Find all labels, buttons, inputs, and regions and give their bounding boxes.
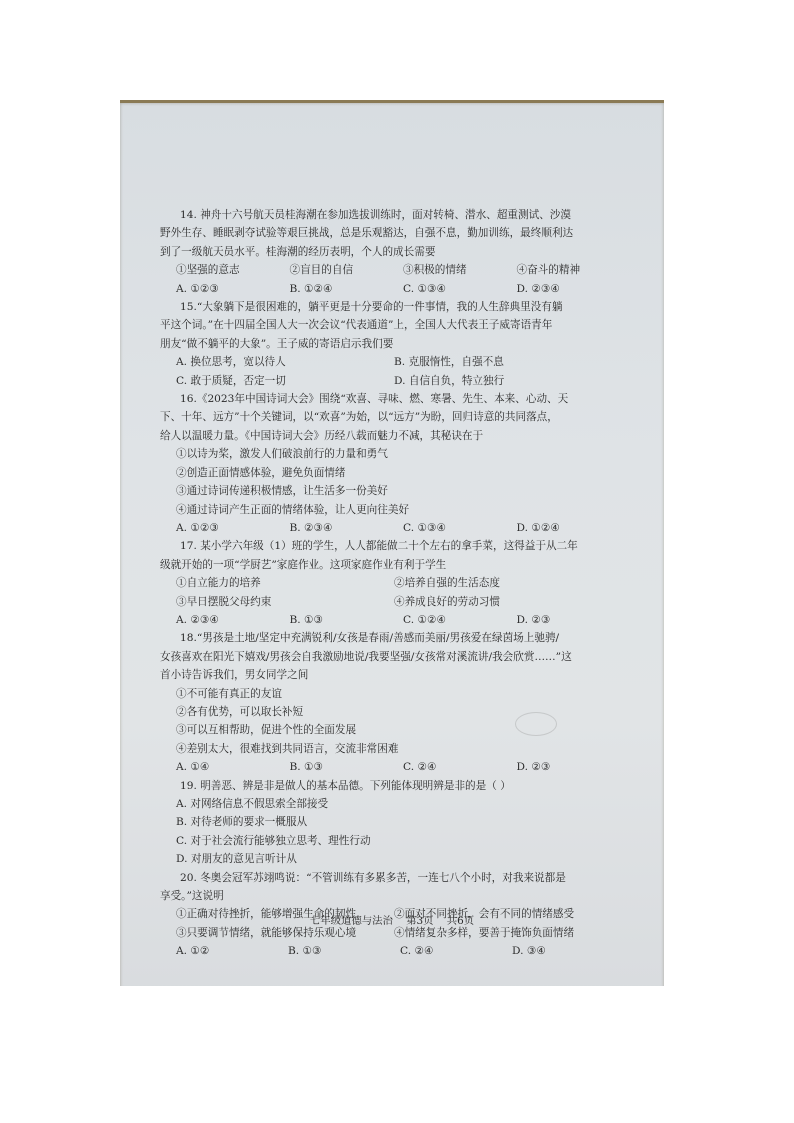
question-stem-line: 首小诗告诉我们，男女同学之间 [160,669,309,682]
question-stem-line: 19. 明善恶、辨是非是做人的基本品德。下列能体现明辨是非的是（ ） [180,779,511,792]
option-b: B. ①③ [289,761,324,774]
statement: ②培养自强的生活态度 [394,577,500,590]
statement: ③早日摆脱父母约束 [176,595,272,608]
statement: ①正确对待挫折，能够增强生命的韧性 [176,908,357,921]
answer-options [160,519,630,537]
answer-options [160,280,630,298]
option-a: A. ①④ [176,761,210,774]
statement: ①不可能有真正的友谊 [176,687,282,700]
question-stem-line: 野外生存、睡眠剥夺试验等艰巨挑战，总是乐观豁达，自强不息，勤加训练，最终顺利达 [160,227,574,240]
option-c: C. 敢于质疑，否定一切 [176,374,286,387]
question-19 [160,777,630,869]
option-c: C. 对于社会流行能够独立思考、理性行动 [176,834,371,847]
option-a: A. ①②③ [176,521,219,534]
question-stem-line: 14. 神舟十六号航天员桂海潮在参加选拔训练时，面对转椅、潜水、超重测试、沙漠 [180,209,571,221]
statement: ②各有优势，可以取长补短 [176,705,304,718]
question-16 [160,390,630,537]
option-b: B. ①③ [288,945,322,958]
statement: ②创造正面情感体验，避免负面情绪 [176,466,346,479]
statement-row [160,593,630,611]
question-14 [160,206,630,298]
option-d: D. ②③ [516,761,551,774]
question-stem-line: 朋友“做不躺平的大象”。王子威的寄语启示我们要 [160,337,394,350]
question-stem-line: 给人以温暖力量。《中国诗词大会》历经八载而魅力不减，其秘诀在于 [160,429,484,442]
statement: ①以诗为桨，激发人们破浪前行的力量和勇气 [176,448,388,461]
option-b: B. ①②④ [289,282,333,295]
option-c: C. ②④ [400,945,434,958]
question-stem-line: 到了一级航天员水平。桂海潮的经历表明，个人的成长需要 [160,245,436,258]
option-d: D. ③④ [512,945,546,958]
statement: ③只要调节情绪，就能够保持乐观心境 [176,926,357,939]
question-18 [160,629,630,776]
question-15 [160,298,630,390]
option-a: A. ②③④ [176,613,219,626]
page-footer: 七年级道德与法治 第3页 共6页 [309,915,475,927]
statement-row [160,574,630,592]
paper-top-edge [120,100,664,103]
question-17 [160,537,630,629]
option-c: C. ②④ [403,761,437,774]
statement: ②盲目的自信 [289,264,354,277]
option-a: A. 对网络信息不假思索全部接受 [176,798,329,810]
option-b: B. 对待老师的要求一概服从 [176,816,308,829]
answer-options [160,353,630,371]
option-d: D. ②③ [516,613,551,626]
option-d: D. ①②④ [516,521,560,534]
option-b: B. 克服惰性，自强不息 [394,356,504,369]
option-b: B. ②③④ [289,521,333,534]
question-stem-line: 15.“大象躺下是很困难的，躺平更是十分要命的一件事情，我的人生辞典里没有躺 [180,301,563,314]
statement: ④养成良好的劳动习惯 [394,595,500,608]
question-stem-line: 20. 冬奥会冠军苏翊鸣说：“不管训练有多累多苦，一连七八个小时，对我来说都是 [180,871,566,884]
answer-options [160,611,630,629]
option-d: D. 对朋友的意见言听计从 [176,853,297,866]
option-d: D. ②③④ [516,282,560,295]
answer-options [160,942,630,960]
answer-options [160,372,630,390]
statement: ①坚强的意志 [176,264,240,277]
statement: ③通过诗词传递积极情感，让生活多一份美好 [176,485,388,498]
statement-row [160,261,630,279]
question-stem-line: 享受。”这说明 [160,890,224,903]
option-c: C. ①②④ [403,613,446,626]
statement: ④通过诗词产生正面的情绪体验，让人更向往美好 [176,503,410,516]
statement: ④奋斗的精神 [516,264,581,277]
option-a: A. 换位思考，宽以待人 [176,356,286,369]
statement: ④情绪复杂多样，要善于掩饰负面情绪 [394,926,575,939]
statement: ④差别太大，很难找到共同语言，交流非常困难 [176,742,399,755]
statement: ③可以互相帮助，促进个性的全面发展 [176,724,357,737]
option-c: C. ①③④ [403,521,446,534]
statement: ①自立能力的培养 [176,577,261,590]
option-c: C. ①③④ [403,282,446,295]
statement: ②面对不同挫折，会有不同的情绪感受 [394,908,575,921]
question-stem-line: 级就开始的一项“学厨艺”家庭作业。这项家庭作业有利于学生 [160,558,447,571]
option-d: D. 自信自负，特立独行 [394,374,505,387]
answer-options [160,758,630,776]
question-stem-line: 17. 某小学六年级（1）班的学生，人人都能做二十个左右的拿手菜，这得益于从二年 [180,540,578,553]
statement: ③积极的情绪 [403,264,467,277]
question-stem-line: 16.《2023年中国诗词大会》围绕“欢喜、寻味、燃、寒暑、先生、本来、心动、天 [180,393,569,406]
question-stem-line: 女孩喜欢在阳光下嬉戏/男孩会自我激励地说/我要坚强/女孩常对溪流讲/我会欣赏……”这 [160,650,572,663]
question-stem-line: 下、十年、远方”十个关键词，以“欢喜”为始，以“远方”为盼，回归诗意的共同落点， [160,411,558,424]
option-a: A. ①② [176,945,210,958]
option-b: B. ①③ [289,613,324,626]
option-a: A. ①②③ [176,282,219,295]
question-stem-line: 平这个词。”在十四届全国人大一次会议“代表通道”上，全国人大代表王子威寄语青年 [160,319,553,332]
question-list [160,206,630,961]
question-stem-line: 18.“男孩是土地/坚定中充满锐利/女孩是春雨/善感而美丽/男孩爱在绿茵场上驰骋/ [180,632,560,645]
exam-page-photo [120,100,664,986]
